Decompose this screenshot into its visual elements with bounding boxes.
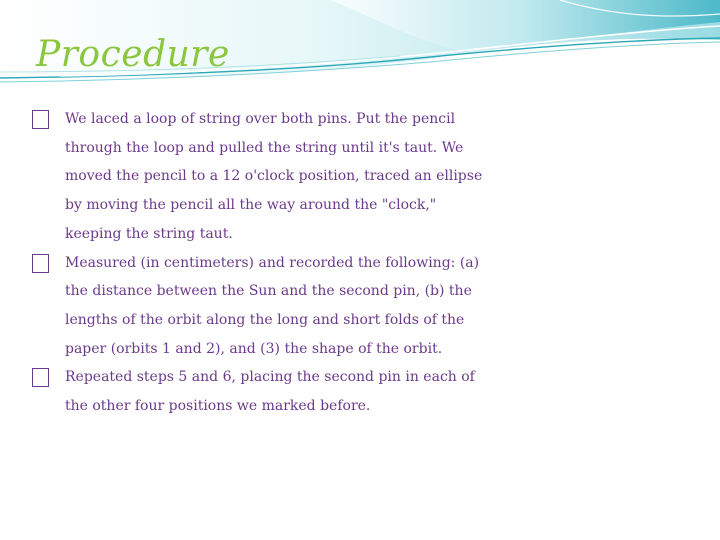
bullet-line: Measured (in centimeters) and recorded the following: (a) [65,254,480,271]
bullet-line: through the loop and pulled the string until it's taut. We [65,139,464,156]
bullet-line: the distance between the Sun and the second pin, (b) the [65,283,472,300]
bullet-item [0,249,720,364]
bullet-item [0,363,720,420]
bullet-item [0,105,720,249]
bullet-list [0,105,720,421]
bullet-line: moved the pencil to a 12 o'clock position, traced an ellipse [65,168,483,185]
bullet-line: lengths of the orbit along the long and short folds of the [65,311,465,328]
slide-title: Procedure [36,34,230,75]
bullet-line: the other four positions we marked before. [65,398,371,415]
bullet-line: Repeated steps 5 and 6, placing the second pin in each of [65,369,475,386]
bullet-line: We laced a loop of string over both pins. Put the pencil [65,111,456,127]
bullet-line: paper (orbits 1 and 2), and (3) the shape of the orbit. [65,340,443,357]
bullet-line: by moving the pencil all the way around the "clock," [65,197,437,214]
bullet-line: keeping the string taut. [65,225,233,242]
